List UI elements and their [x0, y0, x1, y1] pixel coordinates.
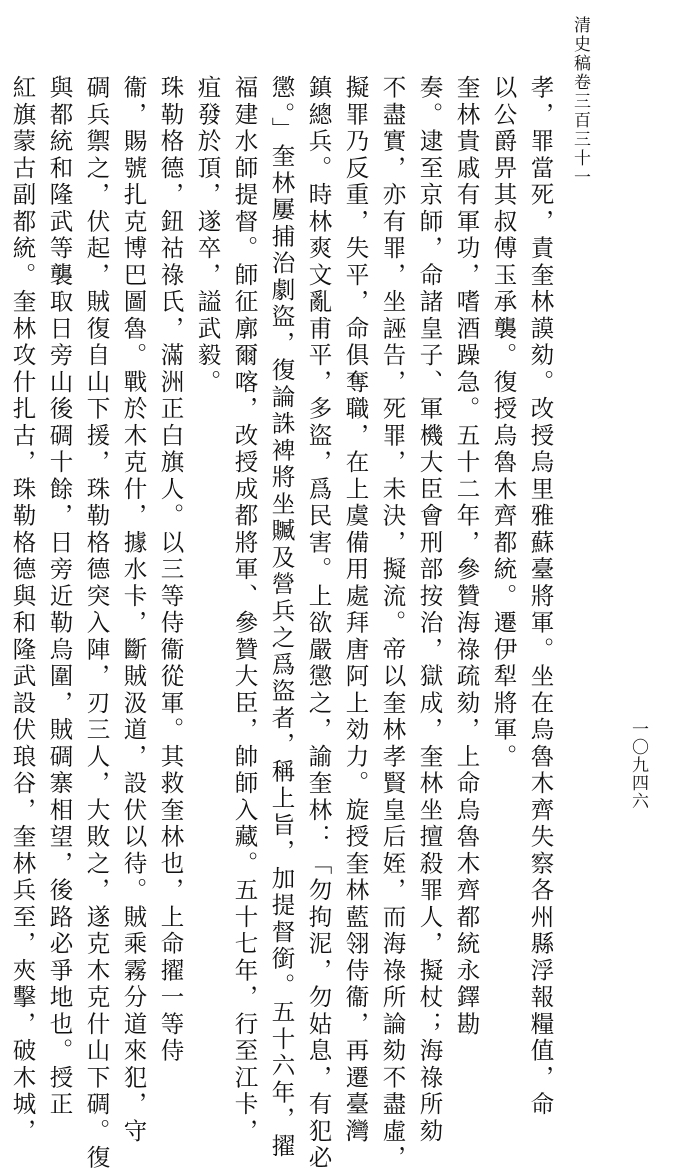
text-column: 紅旗蒙古副都統。奎林攻什扎古，珠勒格德與和隆武設伏琅谷，奎林兵至，夾擊，破木城， — [8, 75, 37, 1145]
text-column: 以公爵畀其叔傅玉承襲。復授烏魯木齊都統。遷伊犁將軍。 — [489, 75, 518, 771]
text-column: 與都統和隆武等襲取日旁山後碉十餘，日旁近勒烏圍，賊碉寨相望，後路必爭地也。授正 — [45, 75, 74, 1119]
page-number: 一〇九四六 — [628, 720, 648, 810]
text-column: 碉兵禦之，伏起，賊復自山下援，珠勒格德突入陣，刃三人，大敗之，遂克木克什山下碉。復 — [82, 75, 111, 1172]
text-column: 孝，罪當死，責奎林謨劾。改授烏里雅蘇臺將軍。坐在烏魯木齊失察各州縣浮報糧值，命 — [526, 75, 555, 1119]
text-column: 鎮總兵。時林爽文亂甫平，多盜，爲民害。上欲嚴懲之，諭奎林：「勿拘泥，勿姑息，有犯必 — [304, 75, 333, 1172]
text-column: 擬罪乃反重，失平，命俱奪職，在上虞備用處拜唐阿上効力。旋授奎林藍翎侍衞，再遷臺灣 — [341, 75, 370, 1145]
text-column: 珠勒格德，鈕祜祿氏，滿洲正白旗人。以三等侍衞從軍。其救奎林也，上命擢一等侍 — [156, 75, 185, 1065]
text-column: 福建水師提督。師征廓爾喀，改授成都將軍、參贊大臣，帥師入藏。五十七年，行至江卡， — [230, 75, 259, 1145]
text-column: 奏。逮至京師，命諸皇子、軍機大臣會刑部按治，獄成，奎林坐擅殺罪人，擬杖；海祿所劾 — [415, 75, 444, 1145]
text-column: 衞，賜號扎克博巴圖魯。戰於木克什，據水卡，斷賊汲道，設伏以待。賊乘霧分道來犯，守 — [119, 75, 148, 1145]
running-header-title: 清史稿卷三百三十一 — [570, 16, 590, 187]
text-column: 奎林貴戚有軍功，嗜酒躁急。五十二年，參贊海祿疏劾，上命烏魯木齊都統永鐸勘 — [452, 75, 481, 1038]
text-column: 疽發於頂，遂卒，謚武毅。 — [193, 75, 222, 396]
text-column: 懲。」奎林屢捕治劇盜，復論誅裨將坐贓及營兵之爲盜者，稱上旨，加提督銜。五十六年，擢 — [267, 75, 296, 1160]
text-column: 不盡實，亦有罪，坐誣告，死罪，未決，擬流。帝以奎林孝賢皇后姪，而海祿所論劾不盡虛， — [378, 75, 407, 1172]
